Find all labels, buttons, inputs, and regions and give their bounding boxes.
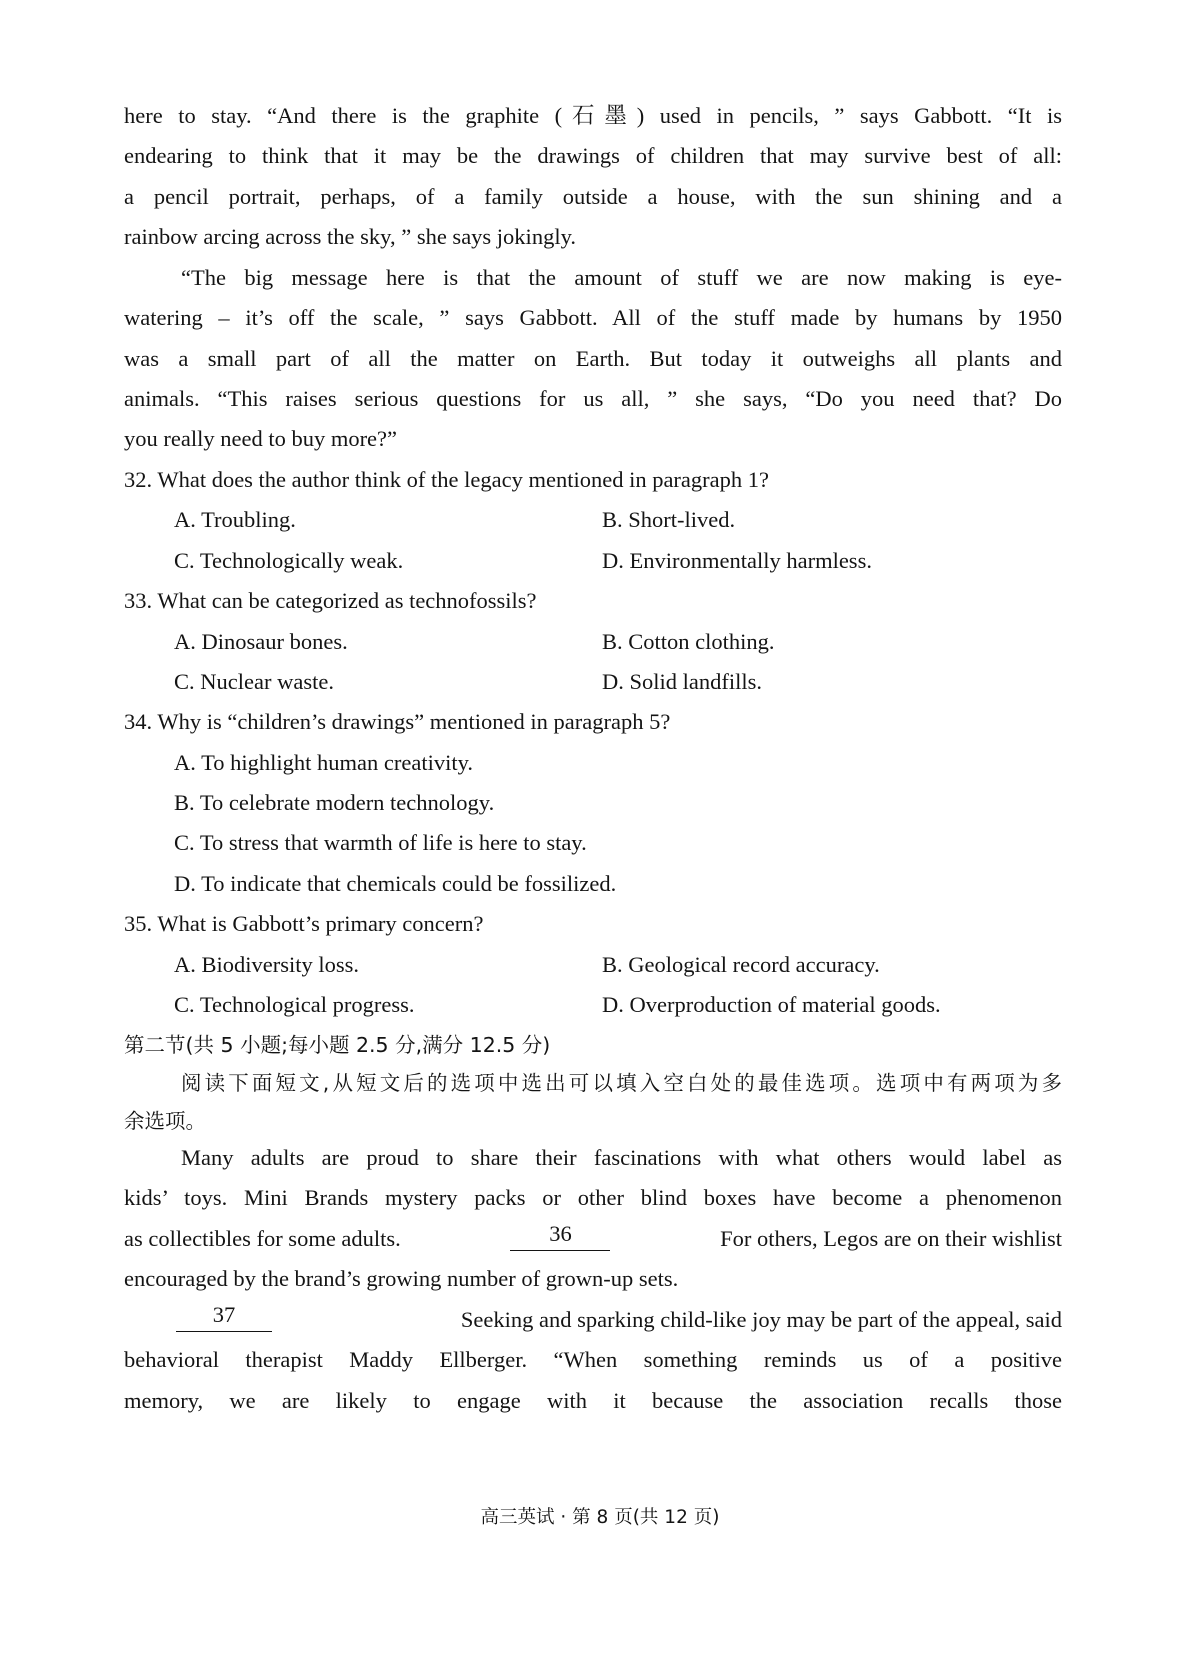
passage-line: watering – it’s off the scale, ” says Gabbott. All of the stuff made by humans by 1950 xyxy=(124,305,1062,330)
question-stem: 35. What is Gabbott’s primary concern? xyxy=(124,911,484,936)
option-b: B. Cotton clothing. xyxy=(602,629,775,654)
passage-line: kids’ toys. Mini Brands mystery packs or other blind boxes have become a phenomenon xyxy=(124,1185,1062,1210)
passage-line: memory, we are likely to engage with it because the association recalls those xyxy=(124,1388,1062,1413)
passage-line: Many adults are proud to share their fascinations with what others would label as xyxy=(181,1145,1062,1170)
option-a: A. Biodiversity loss. xyxy=(174,952,360,977)
option-a: A. To highlight human creativity. xyxy=(174,750,474,775)
question-stem: 33. What can be categorized as technofossils? xyxy=(124,588,537,613)
passage-line: “The big message here is that the amount of stuff we are now making is eye- xyxy=(181,265,1062,290)
question-stem: 34. Why is “children’s drawings” mentioned in paragraph 5? xyxy=(124,709,671,734)
blank-36: 36 xyxy=(510,1219,610,1251)
passage-line: was a small part of all the matter on Earth. But today it outweighs all plants and xyxy=(124,346,1062,371)
passage-line: encouraged by the brand’s growing number of grown-up sets. xyxy=(124,1266,679,1291)
passage-line: behavioral therapist Maddy Ellberger. “When something reminds us of a positive xyxy=(124,1347,1062,1372)
passage-line: a pencil portrait, perhaps, of a family outside a house, with the sun shining and a xyxy=(124,184,1062,209)
instruction-line: 余选项。 xyxy=(124,1109,206,1133)
passage-text: Seeking and sparking child-like joy may be part of the appeal, said xyxy=(460,1307,1062,1332)
option-d: D. To indicate that chemicals could be fossilized. xyxy=(174,871,617,896)
section-heading: 第二节(共 5 小题;每小题 2.5 分,满分 12.5 分) xyxy=(124,1033,551,1057)
passage-line: here to stay. “And there is the graphite (石墨) used in pencils, ” says Gabbott. “It is xyxy=(124,103,1062,128)
passage-line-with-blank xyxy=(124,1219,1062,1259)
option-b: B. Geological record accuracy. xyxy=(602,952,880,977)
option-b: B. To celebrate modern technology. xyxy=(174,790,495,815)
passage-line: rainbow arcing across the sky, ” she says jokingly. xyxy=(124,224,576,249)
passage-text: For others, Legos are on their wishlist xyxy=(720,1226,1062,1251)
passage-line: endearing to think that it may be the drawings of children that may survive best of all: xyxy=(124,143,1062,168)
blank-37: 37 xyxy=(176,1300,272,1332)
option-b: B. Short-lived. xyxy=(602,507,736,532)
passage-line: you really need to buy more?” xyxy=(124,426,398,451)
passage-text: as collectibles for some adults. xyxy=(124,1226,401,1251)
option-c: C. To stress that warmth of life is here to stay. xyxy=(174,830,587,855)
option-c: C. Technological progress. xyxy=(174,992,415,1017)
option-d: D. Solid landfills. xyxy=(602,669,763,694)
option-d: D. Environmentally harmless. xyxy=(602,548,872,573)
option-a: A. Dinosaur bones. xyxy=(174,629,348,654)
option-c: C. Nuclear waste. xyxy=(174,669,334,694)
passage-line-with-blank xyxy=(176,1300,1062,1340)
passage-line: animals. “This raises serious questions for us all, ” she says, “Do you need that? Do xyxy=(124,386,1062,411)
option-a: A. Troubling. xyxy=(174,507,296,532)
option-c: C. Technologically weak. xyxy=(174,548,404,573)
page-footer: 高三英试 · 第 8 页(共 12 页) xyxy=(480,1507,720,1528)
question-stem: 32. What does the author think of the legacy mentioned in paragraph 1? xyxy=(124,467,770,492)
option-d: D. Overproduction of material goods. xyxy=(602,992,941,1017)
instruction-line: 阅读下面短文,从短文后的选项中选出可以填入空白处的最佳选项。选项中有两项为多 xyxy=(181,1071,1062,1095)
